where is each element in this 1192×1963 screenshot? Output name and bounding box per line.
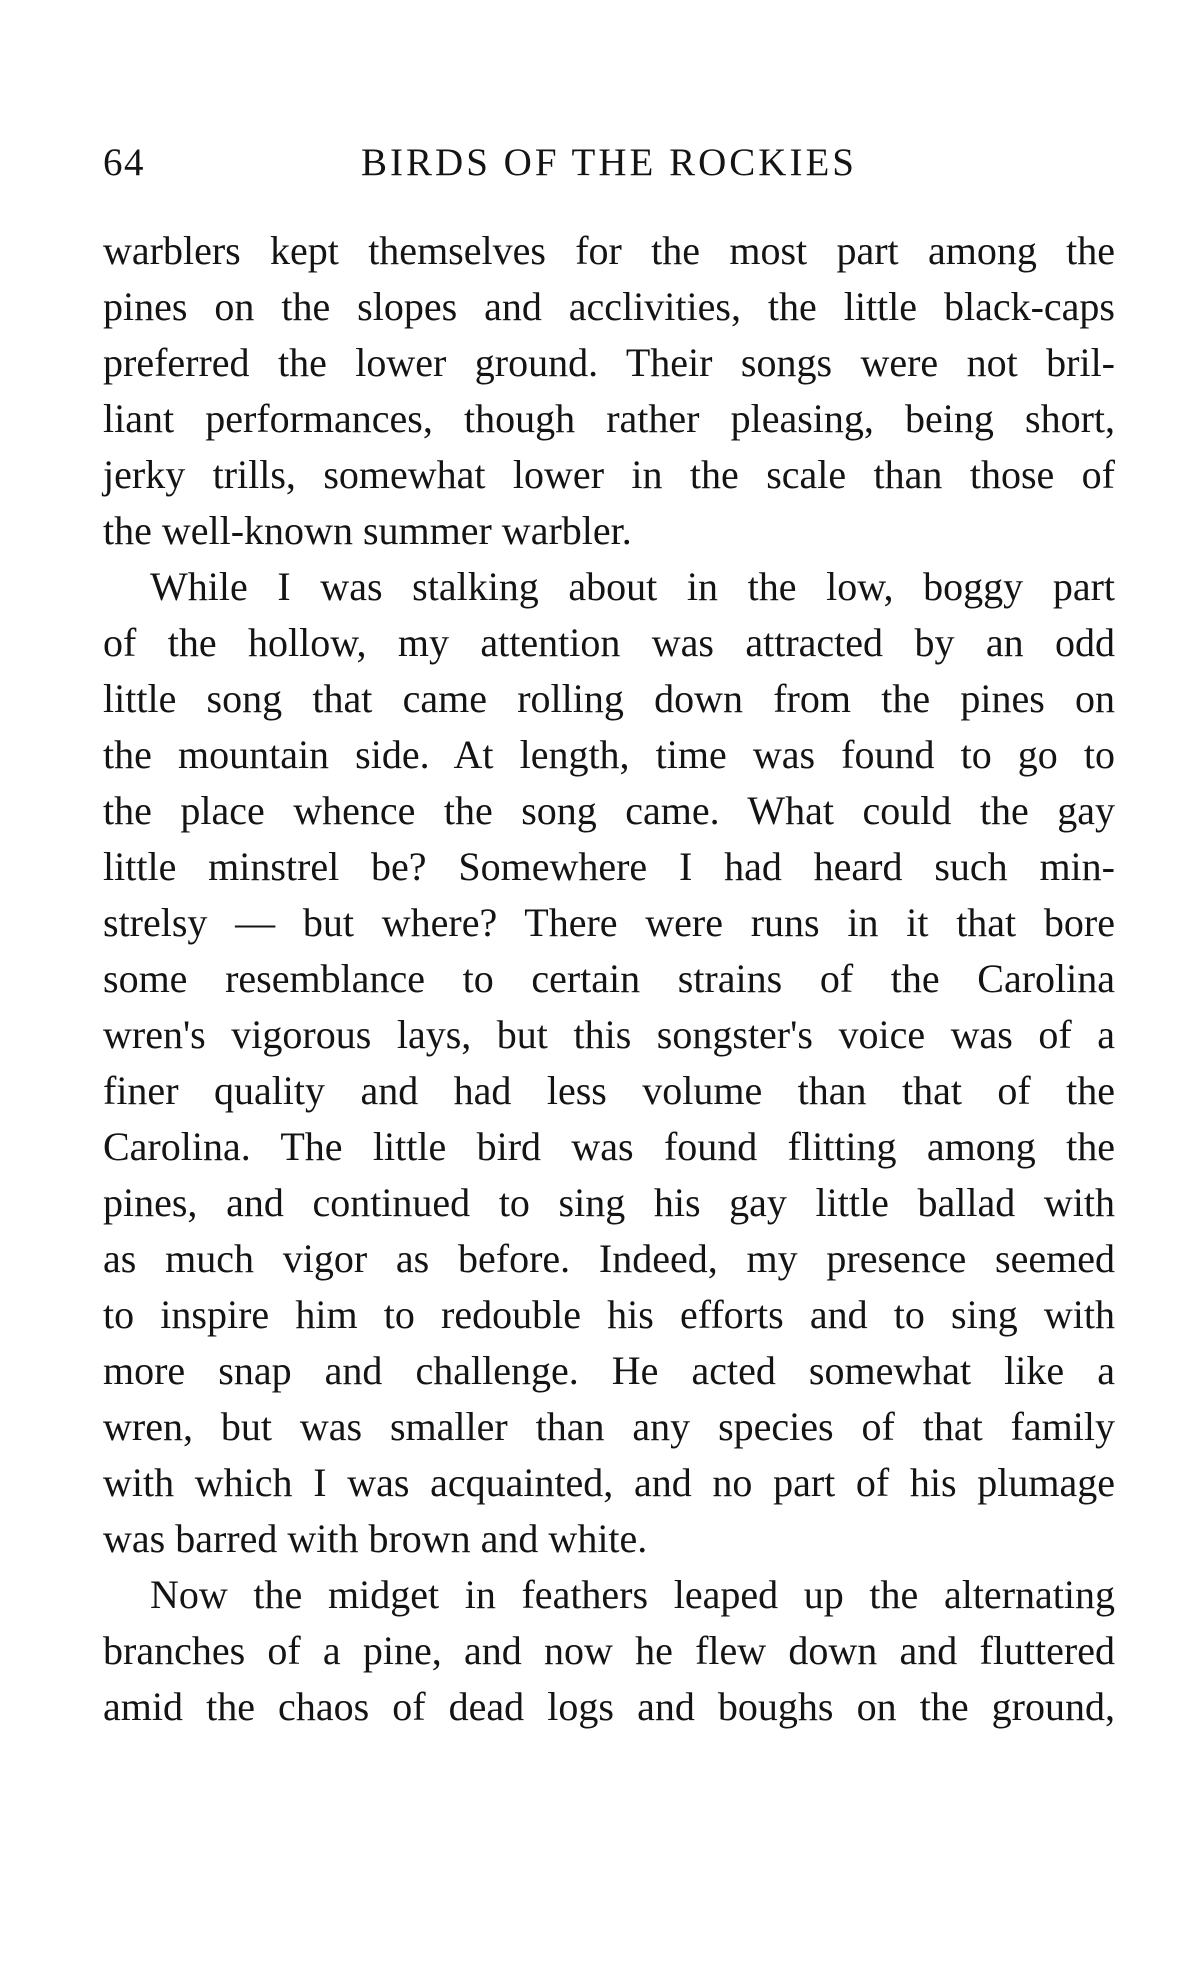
text-line: warblers kept themselves for the most part among the	[103, 228, 1115, 273]
text-line: pines on the slopes and acclivities, the little black-caps	[103, 284, 1115, 329]
page-number: 64	[103, 141, 145, 184]
text-line: preferred the lower ground. Their songs were not bril-	[103, 340, 1115, 385]
running-head	[103, 140, 1115, 186]
text-line: little song that came rolling down from the pines on	[103, 676, 1115, 721]
text-line: wren's vigorous lays, but this songster's voice was of a	[103, 1012, 1115, 1057]
text-line: some resemblance to certain strains of the Carolina	[103, 956, 1115, 1001]
running-title: BIRDS OF THE ROCKIES	[361, 141, 857, 184]
text-line: of the hollow, my attention was attracted by an odd	[103, 620, 1115, 665]
text-line: branches of a pine, and now he flew down and fluttered	[103, 1628, 1115, 1673]
text-line: the place whence the song came. What could the gay	[103, 788, 1115, 833]
text-line: little minstrel be? Somewhere I had heard such min-	[103, 844, 1115, 889]
text-line: While I was stalking about in the low, boggy part	[150, 564, 1115, 609]
text-line: jerky trills, somewhat lower in the scale than those of	[103, 452, 1115, 497]
text-line: wren, but was smaller than any species of that family	[103, 1404, 1115, 1449]
text-line: to inspire him to redouble his efforts and to sing with	[103, 1292, 1115, 1337]
text-line: with which I was acquainted, and no part of his plumage	[103, 1460, 1115, 1505]
text-line: finer quality and had less volume than that of the	[103, 1068, 1115, 1113]
text-line: liant performances, though rather pleasing, being short,	[103, 396, 1115, 441]
text-line: pines, and continued to sing his gay little ballad with	[103, 1180, 1115, 1225]
text-line: as much vigor as before. Indeed, my presence seemed	[103, 1236, 1115, 1281]
text-line: more snap and challenge. He acted somewhat like a	[103, 1348, 1115, 1393]
text-line: strelsy — but where? There were runs in it that bore	[103, 900, 1115, 945]
text-line: the mountain side. At length, time was found to go to	[103, 732, 1115, 777]
text-line: was barred with brown and white.	[103, 1516, 648, 1561]
text-line: amid the chaos of dead logs and boughs on the ground,	[103, 1684, 1115, 1729]
text-line: Carolina. The little bird was found flitting among the	[103, 1124, 1115, 1169]
text-line: the well-known summer warbler.	[103, 508, 632, 553]
body-text	[103, 223, 1115, 1735]
text-line: Now the midget in feathers leaped up the alternating	[150, 1572, 1115, 1617]
